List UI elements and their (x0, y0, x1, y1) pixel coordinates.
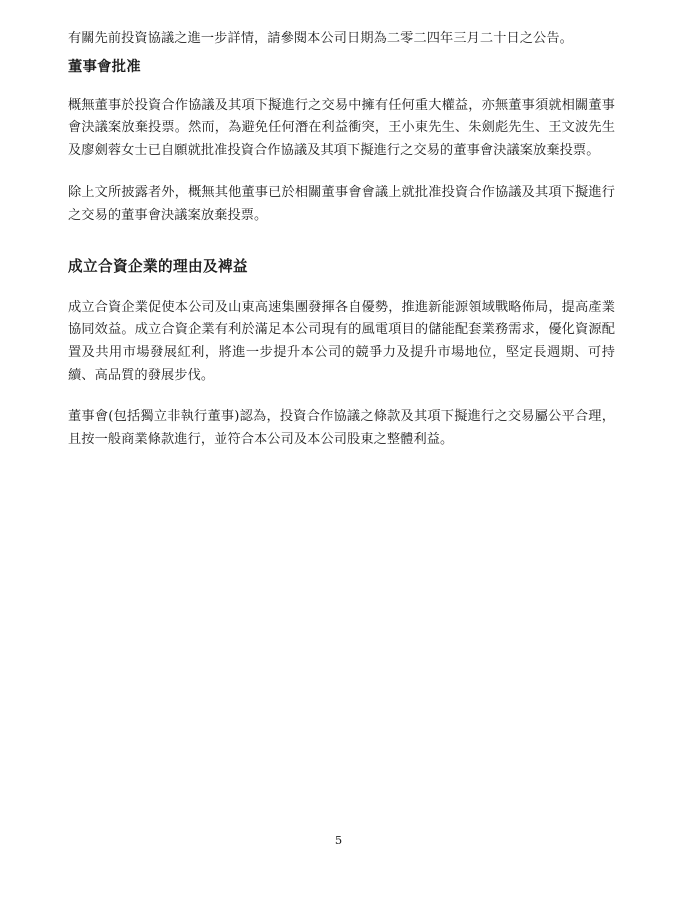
paragraph-board-fair-and-reasonable: 董事會(包括獨立非執行董事)認為，投資合作協議之條款及其項下擬進行之交易屬公平合理，且按一般商業條款進行，並符合本公司及本公司股東之整體利益。 (68, 409, 615, 448)
page-number: 5 (334, 833, 343, 847)
paragraph-prior-investment-agreement: 有關先前投資協議之進一步詳情，請參閱本公司日期為二零二四年三月二十日之公告。 (68, 31, 573, 46)
paragraph-no-other-directors-abstained: 除上文所披露者外，概無其他董事已於相關董事會會議上就批准投資合作協議及其項下擬進行之交易的董事會決議案放棄投票。 (68, 184, 615, 223)
paragraph-board-interest-abstention: 概無董事於投資合作協議及其項下擬進行之交易中擁有任何重大權益，亦無董事須就相關董事會決議案放棄投票。然而，為避免任何潛在利益衝突，王小東先生、朱劍彪先生、王文波先生及廖劍蓉女士已自願就批准投資合作協議及其項下擬進行之交易的董事會決議案放棄投票。 (68, 97, 615, 159)
paragraph-reasons-benefits-body: 成立合資企業促使本公司及山東高速集團發揮各自優勢，推進新能源領域戰略佈局，提高產業協同效益。成立合資企業有利於滿足本公司現有的風電項目的儲能配套業務需求，優化資源配置及共用市場發展紅利，將進一步提升本公司的競爭力及提升市場地位，堅定長週期、可持續、高品質的發展步伐。 (68, 299, 615, 383)
heading-reasons-and-benefits: 成立合資企業的理由及裨益 (68, 258, 248, 276)
heading-board-approval: 董事會批准 (68, 59, 141, 75)
